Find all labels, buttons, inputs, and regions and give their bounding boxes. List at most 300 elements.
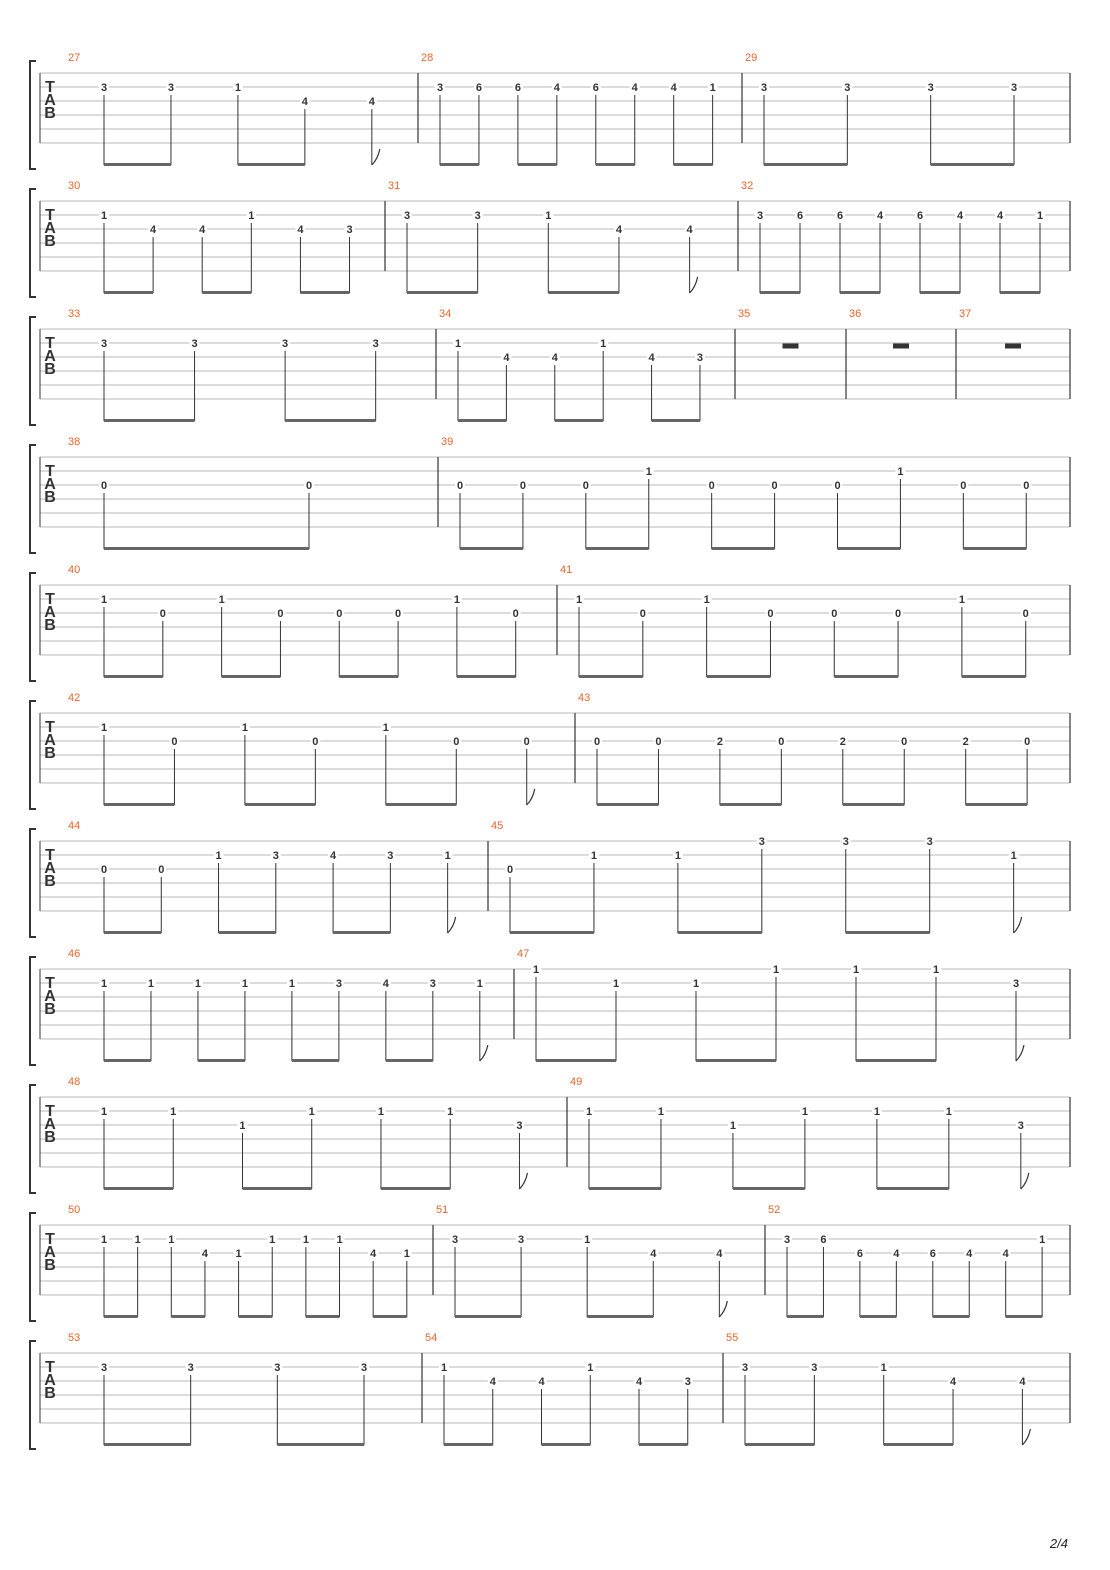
beam <box>579 675 643 678</box>
beam <box>407 291 478 294</box>
fret-number: 1 <box>440 1362 448 1374</box>
fret-number: 2 <box>839 736 846 748</box>
fret-number: 1 <box>100 978 108 990</box>
fret-number: 4 <box>1002 1248 1009 1260</box>
beam <box>555 419 603 422</box>
beam <box>104 291 153 294</box>
measure-number: 28 <box>421 52 434 64</box>
fret-number: 3 <box>684 1376 691 1388</box>
fret-number: 1 <box>674 850 681 862</box>
note-flag <box>690 277 698 293</box>
measure-number: 53 <box>68 1332 81 1344</box>
beam <box>386 803 456 806</box>
fret-number: 0 <box>519 480 526 492</box>
fret-number: 3 <box>403 210 411 222</box>
tab-clef-letter: B <box>44 361 56 378</box>
fret-number: 4 <box>199 224 206 236</box>
system-bracket <box>30 317 36 425</box>
tab-clef-letter: B <box>44 233 56 250</box>
fret-number: 0 <box>453 736 460 748</box>
fret-number: 1 <box>168 1234 175 1246</box>
fret-number: 3 <box>756 210 764 222</box>
fret-number: 1 <box>147 978 155 990</box>
fret-number: 1 <box>239 1120 246 1132</box>
tab-clef-letter: A <box>44 604 56 621</box>
fret-number: 3 <box>926 836 933 848</box>
fret-number: 6 <box>836 210 844 222</box>
beam <box>333 931 390 934</box>
tab-clef-letter: T <box>45 591 55 608</box>
note-flag <box>1014 917 1022 933</box>
tab-clef-letter: B <box>44 1385 56 1402</box>
fret-number: 1 <box>880 1362 887 1374</box>
fret-number: 3 <box>100 1362 108 1374</box>
fret-number: 4 <box>301 96 308 108</box>
fret-number: 1 <box>729 1120 737 1132</box>
fret-number: 1 <box>234 82 241 94</box>
beam <box>860 1315 896 1318</box>
fret-number: 4 <box>538 1376 545 1388</box>
tab-clef-letter: A <box>44 1116 56 1133</box>
tab-clef-letter: B <box>44 873 56 890</box>
fret-number: 4 <box>648 352 655 364</box>
measure-number: 54 <box>425 1332 438 1344</box>
note-flag <box>1022 1429 1030 1445</box>
fret-number: 1 <box>873 1106 880 1118</box>
tab-clef-letter: T <box>45 463 55 480</box>
fret-number: 1 <box>288 978 295 990</box>
fret-number: 4 <box>150 224 157 236</box>
measure-number: 51 <box>436 1204 449 1216</box>
fret-number: 0 <box>1023 480 1030 492</box>
fret-number: 3 <box>1010 82 1018 94</box>
note-flag <box>448 917 456 933</box>
fret-number: 1 <box>269 1234 276 1246</box>
note-flag <box>1021 1173 1029 1189</box>
measure-number: 46 <box>68 948 81 960</box>
tab-clef-letter: A <box>44 1244 56 1261</box>
note-flag <box>480 1045 488 1061</box>
fret-number: 3 <box>518 1234 525 1246</box>
tab-clef-letter: B <box>44 1129 56 1146</box>
fret-number: 3 <box>100 82 108 94</box>
fret-number: 0 <box>395 608 402 620</box>
beam <box>104 1059 151 1062</box>
tab-clef-letter: A <box>44 220 56 237</box>
fret-number: 4 <box>716 1248 723 1260</box>
fret-number: 1 <box>134 1234 141 1246</box>
fret-number: 1 <box>585 1106 593 1118</box>
beam <box>846 931 930 934</box>
measure-number: 33 <box>68 308 81 320</box>
beam <box>586 547 649 550</box>
fret-number: 1 <box>590 850 598 862</box>
beam <box>856 1059 936 1062</box>
fret-number: 4 <box>631 82 638 94</box>
fret-number: 0 <box>312 736 319 748</box>
beam <box>104 1315 138 1318</box>
fret-number: 3 <box>696 352 704 364</box>
tab-clef-letter: B <box>44 1001 56 1018</box>
fret-number: 0 <box>655 736 662 748</box>
fret-number: 1 <box>852 964 860 976</box>
measure-number: 43 <box>578 692 591 704</box>
fret-number: 0 <box>639 608 646 620</box>
tab-clef-letter: T <box>45 1359 55 1376</box>
fret-number: 4 <box>966 1248 973 1260</box>
beam <box>440 163 479 166</box>
fret-number: 1 <box>403 1248 410 1260</box>
beam <box>242 1187 311 1190</box>
fret-number: 3 <box>842 836 849 848</box>
beam <box>455 1315 521 1318</box>
system-bracket <box>30 189 36 297</box>
beam <box>933 1315 969 1318</box>
tab-clef-letter: T <box>45 207 55 224</box>
beam <box>838 547 901 550</box>
fret-number: 3 <box>346 224 353 236</box>
fret-number: 0 <box>582 480 589 492</box>
fret-number: 1 <box>645 466 652 478</box>
fret-number: 3 <box>760 82 768 94</box>
fret-number: 3 <box>191 338 198 350</box>
fret-number: 4 <box>330 850 337 862</box>
beam <box>843 803 904 806</box>
measure-number: 36 <box>849 308 862 320</box>
fret-number: 4 <box>382 978 389 990</box>
fret-number: 4 <box>893 1248 900 1260</box>
fret-number: 6 <box>514 82 521 94</box>
fret-number: 4 <box>1019 1376 1026 1388</box>
beam <box>720 803 781 806</box>
tab-clef-letter: T <box>45 335 55 352</box>
note-flag <box>372 149 380 165</box>
fret-number: 0 <box>506 864 514 876</box>
system-bracket <box>30 701 36 809</box>
measure-number: 45 <box>491 820 504 832</box>
measure-number: 49 <box>570 1076 583 1088</box>
fret-number: 0 <box>778 736 785 748</box>
beam <box>306 1315 340 1318</box>
fret-number: 1 <box>100 1106 108 1118</box>
beam <box>285 419 376 422</box>
beam <box>457 675 516 678</box>
fret-number: 4 <box>670 82 677 94</box>
fret-number: 3 <box>187 1362 194 1374</box>
fret-number: 6 <box>856 1248 863 1260</box>
fret-number: 3 <box>451 1234 459 1246</box>
fret-number: 0 <box>1022 608 1029 620</box>
fret-number: 4 <box>551 352 558 364</box>
fret-number: 4 <box>201 1248 208 1260</box>
tab-clef-letter: A <box>44 92 56 109</box>
fret-number: 0 <box>336 608 343 620</box>
fret-number: 4 <box>635 1376 643 1388</box>
beam <box>238 163 305 166</box>
fret-number: 1 <box>377 1106 385 1118</box>
beam <box>292 1059 339 1062</box>
fret-number: 1 <box>897 466 904 478</box>
fret-number: 4 <box>489 1376 496 1388</box>
tab-clef-letter: B <box>44 1257 56 1274</box>
beam <box>104 1443 191 1446</box>
fret-number: 1 <box>612 978 620 990</box>
fret-number: 3 <box>167 82 175 94</box>
measure-number: 34 <box>439 308 452 320</box>
tab-clef-letter: B <box>44 617 56 634</box>
fret-number: 0 <box>523 736 530 748</box>
fret-number: 1 <box>308 1106 315 1118</box>
fret-number: 1 <box>194 978 202 990</box>
fret-number: 4 <box>876 210 884 222</box>
note-flag <box>519 1173 527 1189</box>
fret-number: 1 <box>447 1106 454 1118</box>
beam <box>444 1443 493 1446</box>
fret-number: 1 <box>382 722 389 734</box>
beam <box>386 1059 433 1062</box>
fret-number: 3 <box>436 82 444 94</box>
beam <box>104 163 171 166</box>
beam <box>104 931 161 934</box>
beam <box>962 675 1026 678</box>
fret-number: 1 <box>575 594 583 606</box>
fret-number: 6 <box>820 1234 827 1246</box>
fret-number: 1 <box>1039 1234 1046 1246</box>
fret-number: 1 <box>453 594 460 606</box>
fret-number: 1 <box>657 1106 665 1118</box>
tab-clef-letter: B <box>44 105 56 122</box>
fret-number: 3 <box>927 82 934 94</box>
beam <box>104 547 309 550</box>
beam <box>104 803 174 806</box>
tab-clef-letter: A <box>44 988 56 1005</box>
fret-number: 1 <box>703 594 710 606</box>
fret-number: 1 <box>545 210 552 222</box>
fret-number: 1 <box>1036 210 1044 222</box>
beam <box>733 1187 805 1190</box>
system-bracket <box>30 1085 36 1193</box>
fret-number: 1 <box>100 594 108 606</box>
fret-number: 1 <box>218 594 225 606</box>
fret-number: 1 <box>932 964 940 976</box>
system-bracket <box>30 1213 36 1321</box>
beam <box>373 1315 407 1318</box>
beam <box>458 419 506 422</box>
beam <box>745 1443 814 1446</box>
fret-number: 1 <box>248 210 255 222</box>
fret-number: 6 <box>796 210 804 222</box>
beam <box>277 1443 364 1446</box>
measure-number: 29 <box>745 52 758 64</box>
beam <box>589 1187 661 1190</box>
fret-number: 0 <box>901 736 908 748</box>
fret-number: 3 <box>1012 978 1020 990</box>
beam <box>198 1059 245 1062</box>
beam <box>339 675 398 678</box>
tab-clef-letter: A <box>44 348 56 365</box>
tab-clef-letter: T <box>45 79 55 96</box>
fret-number: 1 <box>336 1234 343 1246</box>
fret-number: 3 <box>372 338 379 350</box>
fret-number: 6 <box>929 1248 936 1260</box>
beam <box>884 1443 953 1446</box>
fret-number: 0 <box>831 608 838 620</box>
beam <box>639 1443 688 1446</box>
beam <box>219 931 276 934</box>
note-flag <box>1016 1045 1024 1061</box>
fret-number: 3 <box>1017 1120 1024 1132</box>
beam <box>1006 1315 1042 1318</box>
tab-clef-letter: A <box>44 860 56 877</box>
fret-number: 1 <box>454 338 462 350</box>
fret-number: 2 <box>716 736 723 748</box>
beam <box>840 291 880 294</box>
fret-number: 1 <box>215 850 222 862</box>
whole-rest <box>783 344 799 349</box>
beam <box>460 547 523 550</box>
fret-number: 4 <box>503 352 510 364</box>
measure-number: 47 <box>517 948 530 960</box>
beam <box>760 291 800 294</box>
fret-number: 3 <box>282 338 289 350</box>
tab-clef-letter: T <box>45 719 55 736</box>
measure-number: 42 <box>68 692 81 704</box>
beam <box>707 675 771 678</box>
fret-number: 1 <box>772 964 780 976</box>
beam <box>674 163 713 166</box>
fret-number: 1 <box>100 722 108 734</box>
fret-number: 1 <box>100 1234 108 1246</box>
fret-number: 4 <box>956 210 964 222</box>
beam <box>652 419 700 422</box>
measure-number: 38 <box>68 436 81 448</box>
system-bracket <box>30 957 36 1065</box>
fret-number: 1 <box>945 1106 952 1118</box>
fret-number: 1 <box>692 978 700 990</box>
tab-clef-letter: T <box>45 847 55 864</box>
beam <box>104 675 163 678</box>
beam <box>834 675 898 678</box>
beam <box>877 1187 949 1190</box>
measure-number: 27 <box>68 52 81 64</box>
fret-number: 1 <box>444 850 451 862</box>
beam <box>381 1187 450 1190</box>
fret-number: 0 <box>771 480 778 492</box>
fret-number: 0 <box>767 608 774 620</box>
tab-clef-letter: A <box>44 476 56 493</box>
system-bracket <box>30 61 36 169</box>
tab-clef-letter: T <box>45 1103 55 1120</box>
fret-number: 0 <box>277 608 284 620</box>
fret-number: 1 <box>302 1234 309 1246</box>
fret-number: 0 <box>895 608 902 620</box>
system-bracket <box>30 445 36 553</box>
fret-number: 3 <box>474 210 481 222</box>
fret-number: 6 <box>592 82 599 94</box>
beam <box>712 547 775 550</box>
note-flag <box>527 789 535 805</box>
fret-number: 1 <box>600 338 607 350</box>
fret-number: 4 <box>297 224 304 236</box>
fret-number: 0 <box>1024 736 1031 748</box>
measure-number: 32 <box>741 180 754 192</box>
beam <box>764 163 847 166</box>
fret-number: 0 <box>456 480 464 492</box>
beam <box>696 1059 776 1062</box>
fret-number: 3 <box>335 978 342 990</box>
fret-number: 3 <box>844 82 851 94</box>
tab-clef-letter: B <box>44 489 56 506</box>
fret-number: 3 <box>274 1362 281 1374</box>
fret-number: 0 <box>708 480 715 492</box>
beam <box>587 1315 653 1318</box>
fret-number: 6 <box>475 82 483 94</box>
fret-number: 0 <box>305 480 313 492</box>
fret-number: 4 <box>553 82 560 94</box>
fret-number: 0 <box>159 608 166 620</box>
fret-number: 1 <box>241 722 248 734</box>
fret-number: 0 <box>960 480 967 492</box>
fret-number: 1 <box>170 1106 177 1118</box>
beam <box>542 1443 591 1446</box>
tab-clef-letter: A <box>44 1372 56 1389</box>
system-bracket <box>30 829 36 937</box>
beam <box>597 803 658 806</box>
tab-clef-letter: T <box>45 975 55 992</box>
fret-number: 0 <box>171 736 178 748</box>
measure-number: 48 <box>68 1076 81 1088</box>
beam <box>1000 291 1040 294</box>
beam <box>536 1059 616 1062</box>
system-bracket <box>30 573 36 681</box>
fret-number: 0 <box>593 736 601 748</box>
beam <box>787 1315 823 1318</box>
beam <box>239 1315 273 1318</box>
fret-number: 0 <box>512 608 519 620</box>
beam <box>548 291 619 294</box>
system-bracket <box>30 1341 36 1449</box>
measure-number: 55 <box>726 1332 739 1344</box>
measure-number: 31 <box>388 180 401 192</box>
fret-number: 0 <box>834 480 841 492</box>
fret-number: 4 <box>615 224 623 236</box>
fret-number: 0 <box>158 864 165 876</box>
beam <box>171 1315 205 1318</box>
measure-number: 52 <box>768 1204 781 1216</box>
whole-rest <box>893 344 909 349</box>
fret-number: 3 <box>758 836 765 848</box>
measure-number: 44 <box>68 820 81 832</box>
measure-number: 41 <box>560 564 573 576</box>
fret-number: 3 <box>272 850 279 862</box>
fret-number: 4 <box>949 1376 957 1388</box>
measure-number: 37 <box>959 308 972 320</box>
beam <box>966 803 1027 806</box>
tab-clef-letter: B <box>44 745 56 762</box>
fret-number: 1 <box>801 1106 808 1118</box>
beam <box>596 163 635 166</box>
page-number: 2/4 <box>1049 1536 1068 1551</box>
beam <box>510 931 594 934</box>
fret-number: 3 <box>429 978 436 990</box>
beam <box>104 419 195 422</box>
beam <box>920 291 960 294</box>
whole-rest <box>1005 344 1021 349</box>
fret-number: 2 <box>962 736 969 748</box>
fret-number: 3 <box>100 338 108 350</box>
fret-number: 1 <box>532 964 540 976</box>
fret-number: 4 <box>370 1248 377 1260</box>
